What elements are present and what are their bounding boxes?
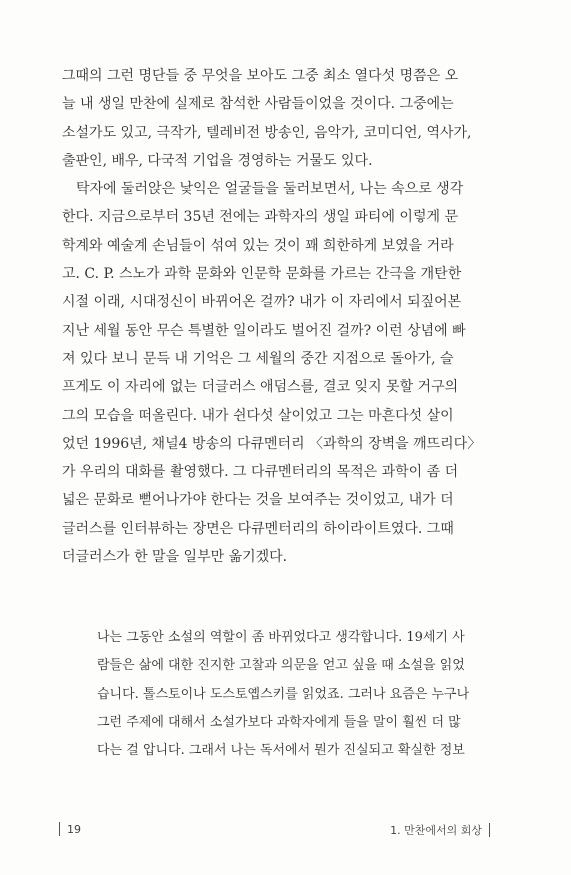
block-quote <box>97 624 499 765</box>
text-line: 더글러스가 한 말을 일부만 옮기겠다. <box>62 549 288 566</box>
text-line: 출판인, 배우, 다국적 기업을 경영하는 거물도 있다. <box>62 152 373 169</box>
text-line: 져 있다 보니 문득 내 기억은 그 세월의 중간 지점으로 돌아가, 슬 <box>62 350 454 367</box>
quote-paragraph <box>97 624 499 765</box>
divider-bar <box>489 823 490 837</box>
text-line: 프게도 이 자리에 없는 더글러스 애덤스를, 결코 잊지 못할 거구의 <box>62 379 459 396</box>
text-line: 글러스를 인터뷰하는 장면은 다큐멘터리의 하이라이트였다. 그때 <box>62 520 454 537</box>
text-line: 넓은 문화로 뻗어나가야 한다는 것을 보여주는 것이었고, 내가 더 <box>62 492 454 509</box>
text-line: 시절 이래, 시대정신이 바뀌어온 걸까? 내가 이 자리에서 되짚어본 <box>62 294 462 311</box>
chapter-title: 1. 만찬에서의 회상 <box>390 824 482 837</box>
text-line: 그런 주제에 대해서 소설가보다 과학자에게 들을 말이 훨씬 더 많 <box>97 714 461 730</box>
main-text <box>62 62 497 571</box>
body-paragraph-2 <box>62 175 497 571</box>
text-line: 학계와 예술계 손님들이 섞여 있는 것이 꽤 희한하게 보였을 거라 <box>62 237 454 254</box>
text-line: 가 우리의 대화를 촬영했다. 그 다큐멘터리의 목적은 과학이 좀 더 <box>62 464 459 481</box>
divider-bar <box>59 822 60 836</box>
text-line: 그때의 그런 명단들 중 무엇을 보아도 그중 최소 열다섯 명쯤은 오 <box>62 68 459 84</box>
text-line: 지난 세월 동안 무슨 특별한 일이라도 벌어진 걸까? 이런 상념에 빠 <box>62 322 466 339</box>
text-line: 습니다. 톨스토이나 도스토옙스키를 읽었죠. 그러나 요즘은 누구나 <box>97 686 470 702</box>
text-line: 람들은 삶에 대한 진지한 고찰과 의문을 얻고 싶을 때 소설을 읽었 <box>97 658 465 674</box>
page-footer <box>0 818 571 842</box>
text-line: 소설가도 있고, 극작가, 텔레비전 방송인, 음악가, 코미디언, 역사가, <box>62 124 472 141</box>
text-line: 탁자에 둘러앉은 낯익은 얼굴들을 둘러보면서, 나는 속으로 생각 <box>76 181 464 198</box>
text-line: 그의 모습을 떠올린다. 내가 쉰다섯 살이었고 그는 마흔다섯 살이 <box>62 407 454 424</box>
footer-left <box>59 822 81 836</box>
page-number: 19 <box>67 822 81 836</box>
body-paragraph-1 <box>62 62 497 175</box>
text-line: 늘 내 생일 만찬에 실제로 참석한 사람들이었을 것이다. 그중에는 <box>62 96 454 113</box>
footer-right <box>390 822 490 838</box>
text-line: 고. C. P. 스노가 과학 문화와 인문학 문화를 가르는 간극을 개탄한 <box>62 266 462 283</box>
text-line: 한다. 지금으로부터 35년 전에는 과학자의 생일 파티에 이렇게 문 <box>62 209 458 226</box>
text-line: 었던 1996년, 채널4 방송의 다큐멘터리 〈과학의 장벽을 깨뜨리다〉 <box>62 435 482 452</box>
text-line: 다는 걸 압니다. 그래서 나는 독서에서 뭔가 진실되고 확실한 정보 <box>97 743 465 759</box>
text-line: 나는 그동안 소설의 역할이 좀 바뀌었다고 생각합니다. 19세기 사 <box>97 630 465 645</box>
